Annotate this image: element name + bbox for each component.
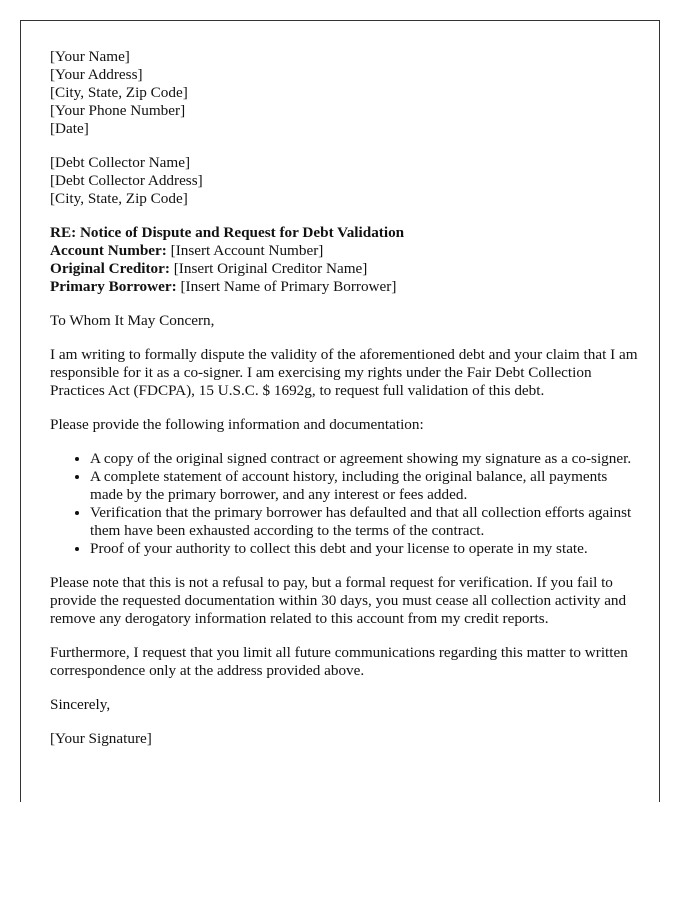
letter-date: [Date] [50, 120, 89, 137]
account-number-value: [Insert Account Number] [166, 242, 324, 259]
recipient-city-state-zip: [City, State, Zip Code] [50, 190, 188, 207]
request-item: • Proof of your authority to collect this debt and your license to operate in my state. [90, 540, 640, 558]
primary-borrower-line [50, 278, 640, 296]
account-number-label: Account Number: [50, 242, 167, 259]
note-paragraph: Please note that this is not a refusal to pay, but a formal request for verification. If you fail to provide the requested documentation within 30 days, you must cease all collection activity and remove any derogatory information related to this account from my credit reports. [50, 574, 627, 627]
primary-borrower-value: [Insert Name of Primary Borrower] [176, 278, 397, 295]
primary-borrower-label: Primary Borrower: [50, 278, 177, 295]
sender-city-state-zip: [City, State, Zip Code] [50, 84, 188, 101]
sender-name: [Your Name] [50, 48, 130, 65]
furthermore-paragraph: Furthermore, I request that you limit all future communications regarding this matter to written correspondence only at the address provided above. [50, 644, 628, 679]
letter-page [20, 20, 660, 802]
intro-paragraph: I am writing to formally dispute the validity of the aforementioned debt and your claim that I am responsible for it as a co-signer. I am exercising my rights under the Fair Debt Collection Practices Act (FDCPA), 15 U.S.C. $ 1692g, to request full validation of this debt. [50, 346, 638, 399]
subject-block [50, 224, 640, 296]
request-item: • A complete statement of account history, including the original balance, all payments made by the primary borrower, and any interest or fees added. [90, 468, 640, 504]
original-creditor-label: Original Creditor: [50, 260, 170, 277]
recipient-block [50, 154, 640, 208]
sender-address: [Your Address] [50, 66, 143, 83]
recipient-name: [Debt Collector Name] [50, 154, 191, 171]
letter-content [50, 48, 640, 764]
request-item: • A copy of the original signed contract or agreement showing my signature as a co-signer. [90, 450, 640, 468]
request-lead-paragraph: Please provide the following information and documentation: [50, 416, 424, 433]
request-item: • Verification that the primary borrower has defaulted and that all collection efforts against them have been exhausted according to the terms of the contract. [90, 504, 640, 540]
sender-block [50, 48, 640, 138]
account-number-line [50, 242, 640, 260]
original-creditor-line [50, 260, 640, 278]
request-list [50, 450, 640, 558]
original-creditor-value: [Insert Original Creditor Name] [169, 260, 368, 277]
recipient-address: [Debt Collector Address] [50, 172, 203, 189]
salutation: To Whom It May Concern, [50, 312, 215, 329]
closing: Sincerely, [50, 696, 111, 713]
sender-phone: [Your Phone Number] [50, 102, 186, 119]
signature: [Your Signature] [50, 730, 152, 747]
subject-line: RE: Notice of Dispute and Request for Debt Validation [50, 224, 405, 241]
